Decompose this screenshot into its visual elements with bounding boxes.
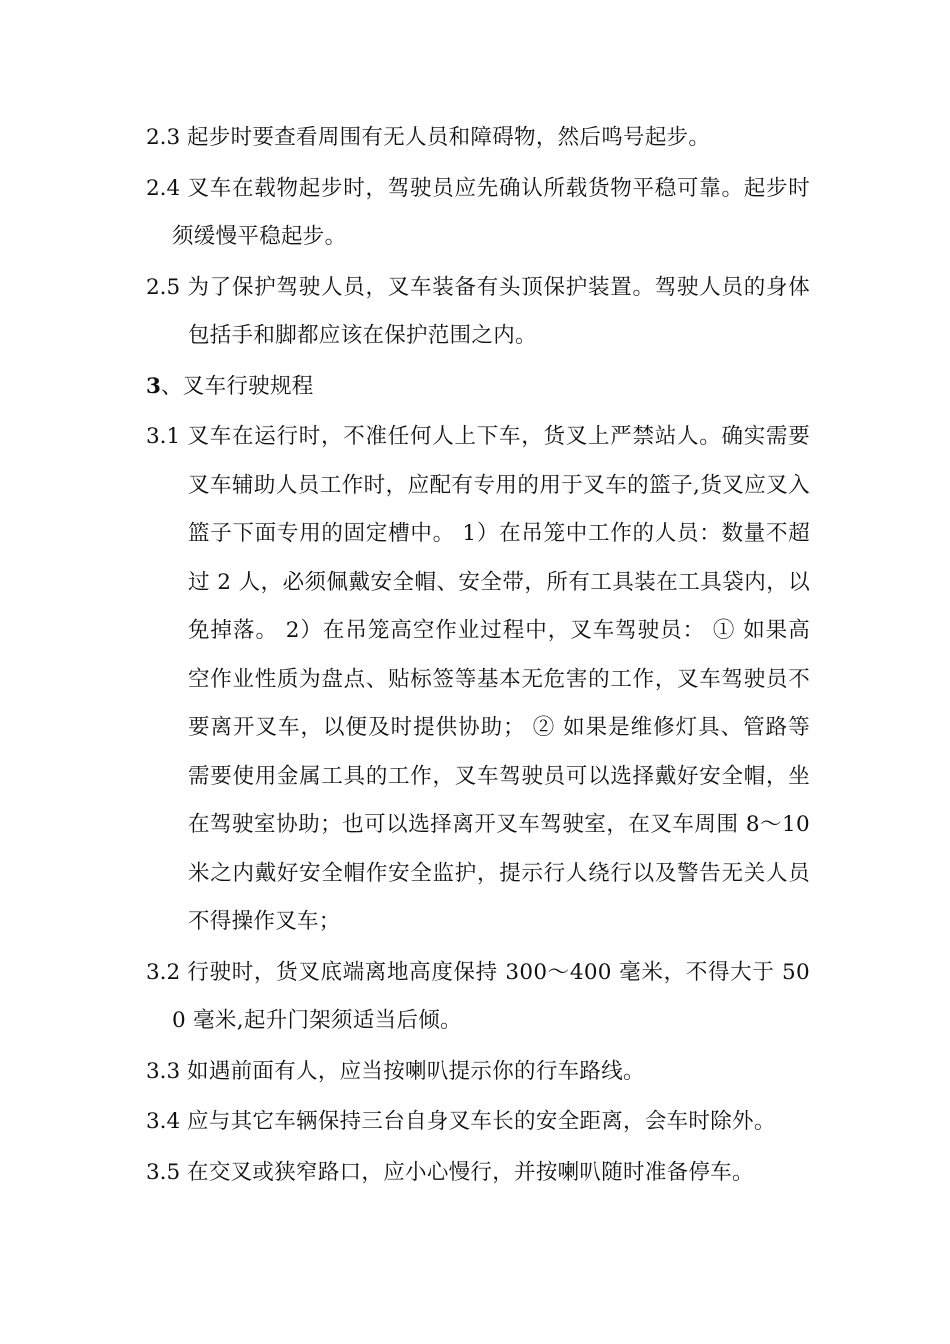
clause-2-4 [146, 165, 810, 262]
clause-text: 应与其它车辆保持三台自身叉车长的安全距离，会车时除外。 [187, 1109, 776, 1134]
clause-number: 3.5 [146, 1159, 188, 1185]
clause-text: 叉车在运行时，不准任何人上下车，货叉上严禁站人。确实需要叉车辅助人员工作时，应配有专用的用于叉车的篮子,货叉应叉入篮子下面专用的固定槽中。 1）在吊笼中工作的人员：数量不超过 2 人，必须佩戴安全帽、安全带，所有工具装在工具袋内，以免掉落。 2）在吊笼高空作业过程中，叉车驾驶员： ① 如果高空作业性质为盘点、贴标签等基本无危害的工作，叉车驾驶员不要离开叉车，以便及时提供协助； ② 如果是维修灯具、管路等需要使用金属工具的工作，叉车驾驶员可以选择戴好安全帽，坐在驾驶室协助；也可以选择离开叉车驾驶室，在叉车周围 8～10 米之内戴好安全帽作安全监护，提示行人绕行以及警告无关人员不得操作叉车； [187, 424, 811, 934]
clause-text: 行驶时，货叉底端离地高度保持 300～400 毫米，不得大于 500 毫米,起升门架须适当后倾。 [172, 959, 810, 1033]
clause-3-2 [146, 949, 810, 1046]
clause-text: 在交叉或狭窄路口，应小心慢行，并按喇叭随时准备停车。 [187, 1159, 754, 1185]
section-number: 3 [146, 373, 161, 399]
clause-number: 2.3 [146, 125, 188, 150]
clause-number: 3.2 [146, 959, 188, 985]
clause-2-5 [146, 264, 810, 361]
section-title: 、叉车行驶规程 [160, 373, 314, 399]
clause-number: 2.4 [146, 175, 188, 201]
clause-3-1 [146, 413, 810, 947]
clause-number: 2.5 [146, 274, 188, 300]
clause-number: 3.1 [146, 424, 188, 449]
clause-3-5 [146, 1149, 810, 1198]
section-3-heading [146, 363, 810, 412]
document-body [146, 114, 810, 1199]
clause-2-3 [146, 114, 810, 163]
clause-text: 起步时要查看周围有无人员和障碍物，然后鸣号起步。 [187, 125, 711, 150]
clause-text: 为了保护驾驶人员，叉车装备有头顶保护装置。驾驶人员的身体包括手和脚都应该在保护范围之内。 [187, 274, 811, 348]
clause-3-4 [146, 1098, 810, 1147]
clause-3-3 [146, 1048, 810, 1097]
clause-text: 如遇前面有人，应当按喇叭提示你的行车路线。 [187, 1058, 645, 1084]
clause-number: 3.3 [146, 1058, 188, 1084]
clause-number: 3.4 [146, 1109, 188, 1134]
clause-text: 叉车在载物起步时，驾驶员应先确认所载货物平稳可靠。起步时须缓慢平稳起步。 [172, 175, 811, 249]
